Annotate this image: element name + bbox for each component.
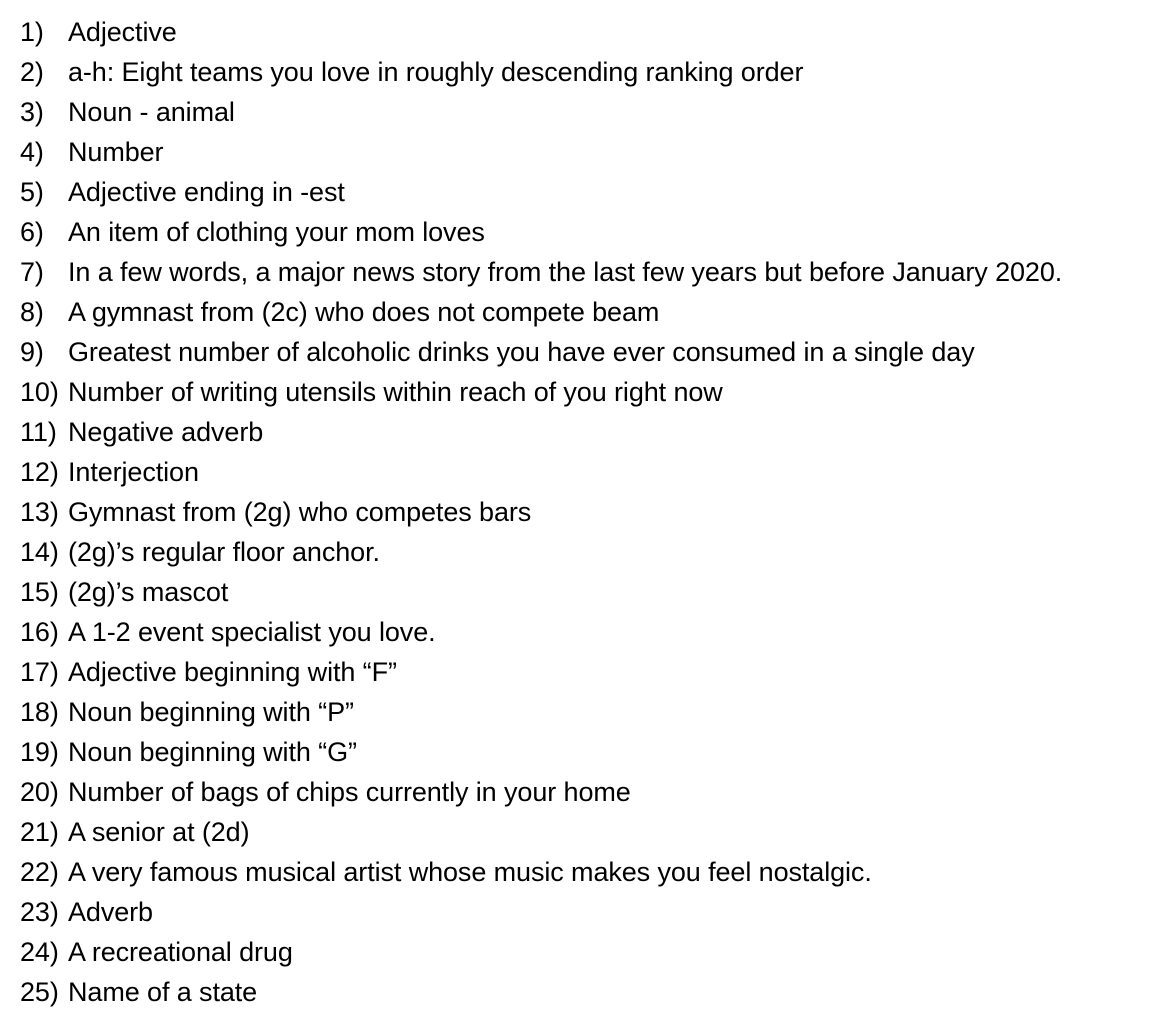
- item-text: Adjective ending in -est: [68, 177, 345, 207]
- item-number: 21): [20, 817, 59, 847]
- item-text: Noun beginning with “P”: [68, 697, 354, 727]
- item-text: Name of a state: [68, 977, 258, 1007]
- list-item: [20, 292, 1062, 332]
- list-item: [20, 372, 1062, 412]
- list-item: [20, 612, 1062, 652]
- list-item: [20, 892, 1062, 932]
- item-number: 20): [20, 777, 59, 807]
- item-text: Adjective beginning with “F”: [68, 657, 397, 687]
- list-item: [20, 772, 1062, 812]
- list-item: [20, 212, 1062, 252]
- list-item: [20, 652, 1062, 692]
- item-text: Number: [68, 137, 164, 167]
- item-number: 16): [20, 617, 59, 647]
- item-number: 2): [20, 57, 44, 87]
- item-text: A gymnast from (2c) who does not compete beam: [68, 297, 660, 327]
- list-item: [20, 572, 1062, 612]
- item-number: 19): [20, 737, 59, 767]
- item-number: 5): [20, 177, 44, 207]
- item-number: 1): [20, 17, 44, 47]
- item-number: 22): [20, 857, 59, 887]
- list-item: [20, 932, 1062, 972]
- list-item: [20, 492, 1062, 532]
- item-text: Interjection: [68, 457, 199, 487]
- list-item: [20, 252, 1062, 292]
- list-item: [20, 452, 1062, 492]
- list-item: [20, 412, 1062, 452]
- item-text: Adverb: [68, 897, 153, 927]
- list-item: [20, 52, 1062, 92]
- item-text: Number of writing utensils within reach of you right now: [68, 377, 723, 407]
- item-number: 8): [20, 297, 44, 327]
- item-text: Noun - animal: [68, 97, 235, 127]
- item-number: 25): [20, 977, 59, 1007]
- list-item: [20, 812, 1062, 852]
- item-number: 18): [20, 697, 59, 727]
- item-text: Number of bags of chips currently in your home: [68, 777, 631, 807]
- item-text: (2g)’s regular floor anchor.: [68, 537, 380, 567]
- item-number: 7): [20, 257, 44, 287]
- item-text: A recreational drug: [68, 937, 293, 967]
- item-number: 3): [20, 97, 44, 127]
- item-text: A senior at (2d): [68, 817, 250, 847]
- item-text: (2g)’s mascot: [68, 577, 229, 607]
- item-text: In a few words, a major news story from the last few years but before January 2020.: [68, 257, 1063, 287]
- item-text: Negative adverb: [68, 417, 264, 447]
- item-number: 24): [20, 937, 59, 967]
- item-text: A 1-2 event specialist you love.: [68, 617, 436, 647]
- item-number: 17): [20, 657, 59, 687]
- prompt-list: [20, 12, 1062, 1012]
- item-number: 11): [20, 417, 57, 447]
- list-item: [20, 92, 1062, 132]
- list-item: [20, 172, 1062, 212]
- item-number: 6): [20, 217, 44, 247]
- item-number: 13): [20, 497, 59, 527]
- item-number: 9): [20, 337, 44, 367]
- list-item: [20, 972, 1062, 1012]
- item-number: 4): [20, 137, 44, 167]
- item-number: 14): [20, 537, 59, 567]
- item-text: a-h: Eight teams you love in roughly descending ranking order: [68, 57, 804, 87]
- list-item: [20, 692, 1062, 732]
- item-number: 10): [20, 377, 59, 407]
- list-item: [20, 732, 1062, 772]
- item-number: 23): [20, 897, 59, 927]
- item-text: A very famous musical artist whose music makes you feel nostalgic.: [68, 857, 872, 887]
- item-number: 15): [20, 577, 59, 607]
- item-text: Noun beginning with “G”: [68, 737, 357, 767]
- item-text: An item of clothing your mom loves: [68, 217, 485, 247]
- item-text: Adjective: [68, 17, 177, 47]
- list-item: [20, 532, 1062, 572]
- item-number: 12): [20, 457, 59, 487]
- list-item: [20, 12, 1062, 52]
- list-item: [20, 332, 1062, 372]
- item-text: Greatest number of alcoholic drinks you have ever consumed in a single day: [68, 337, 975, 367]
- item-text: Gymnast from (2g) who competes bars: [68, 497, 532, 527]
- list-item: [20, 852, 1062, 892]
- list-item: [20, 132, 1062, 172]
